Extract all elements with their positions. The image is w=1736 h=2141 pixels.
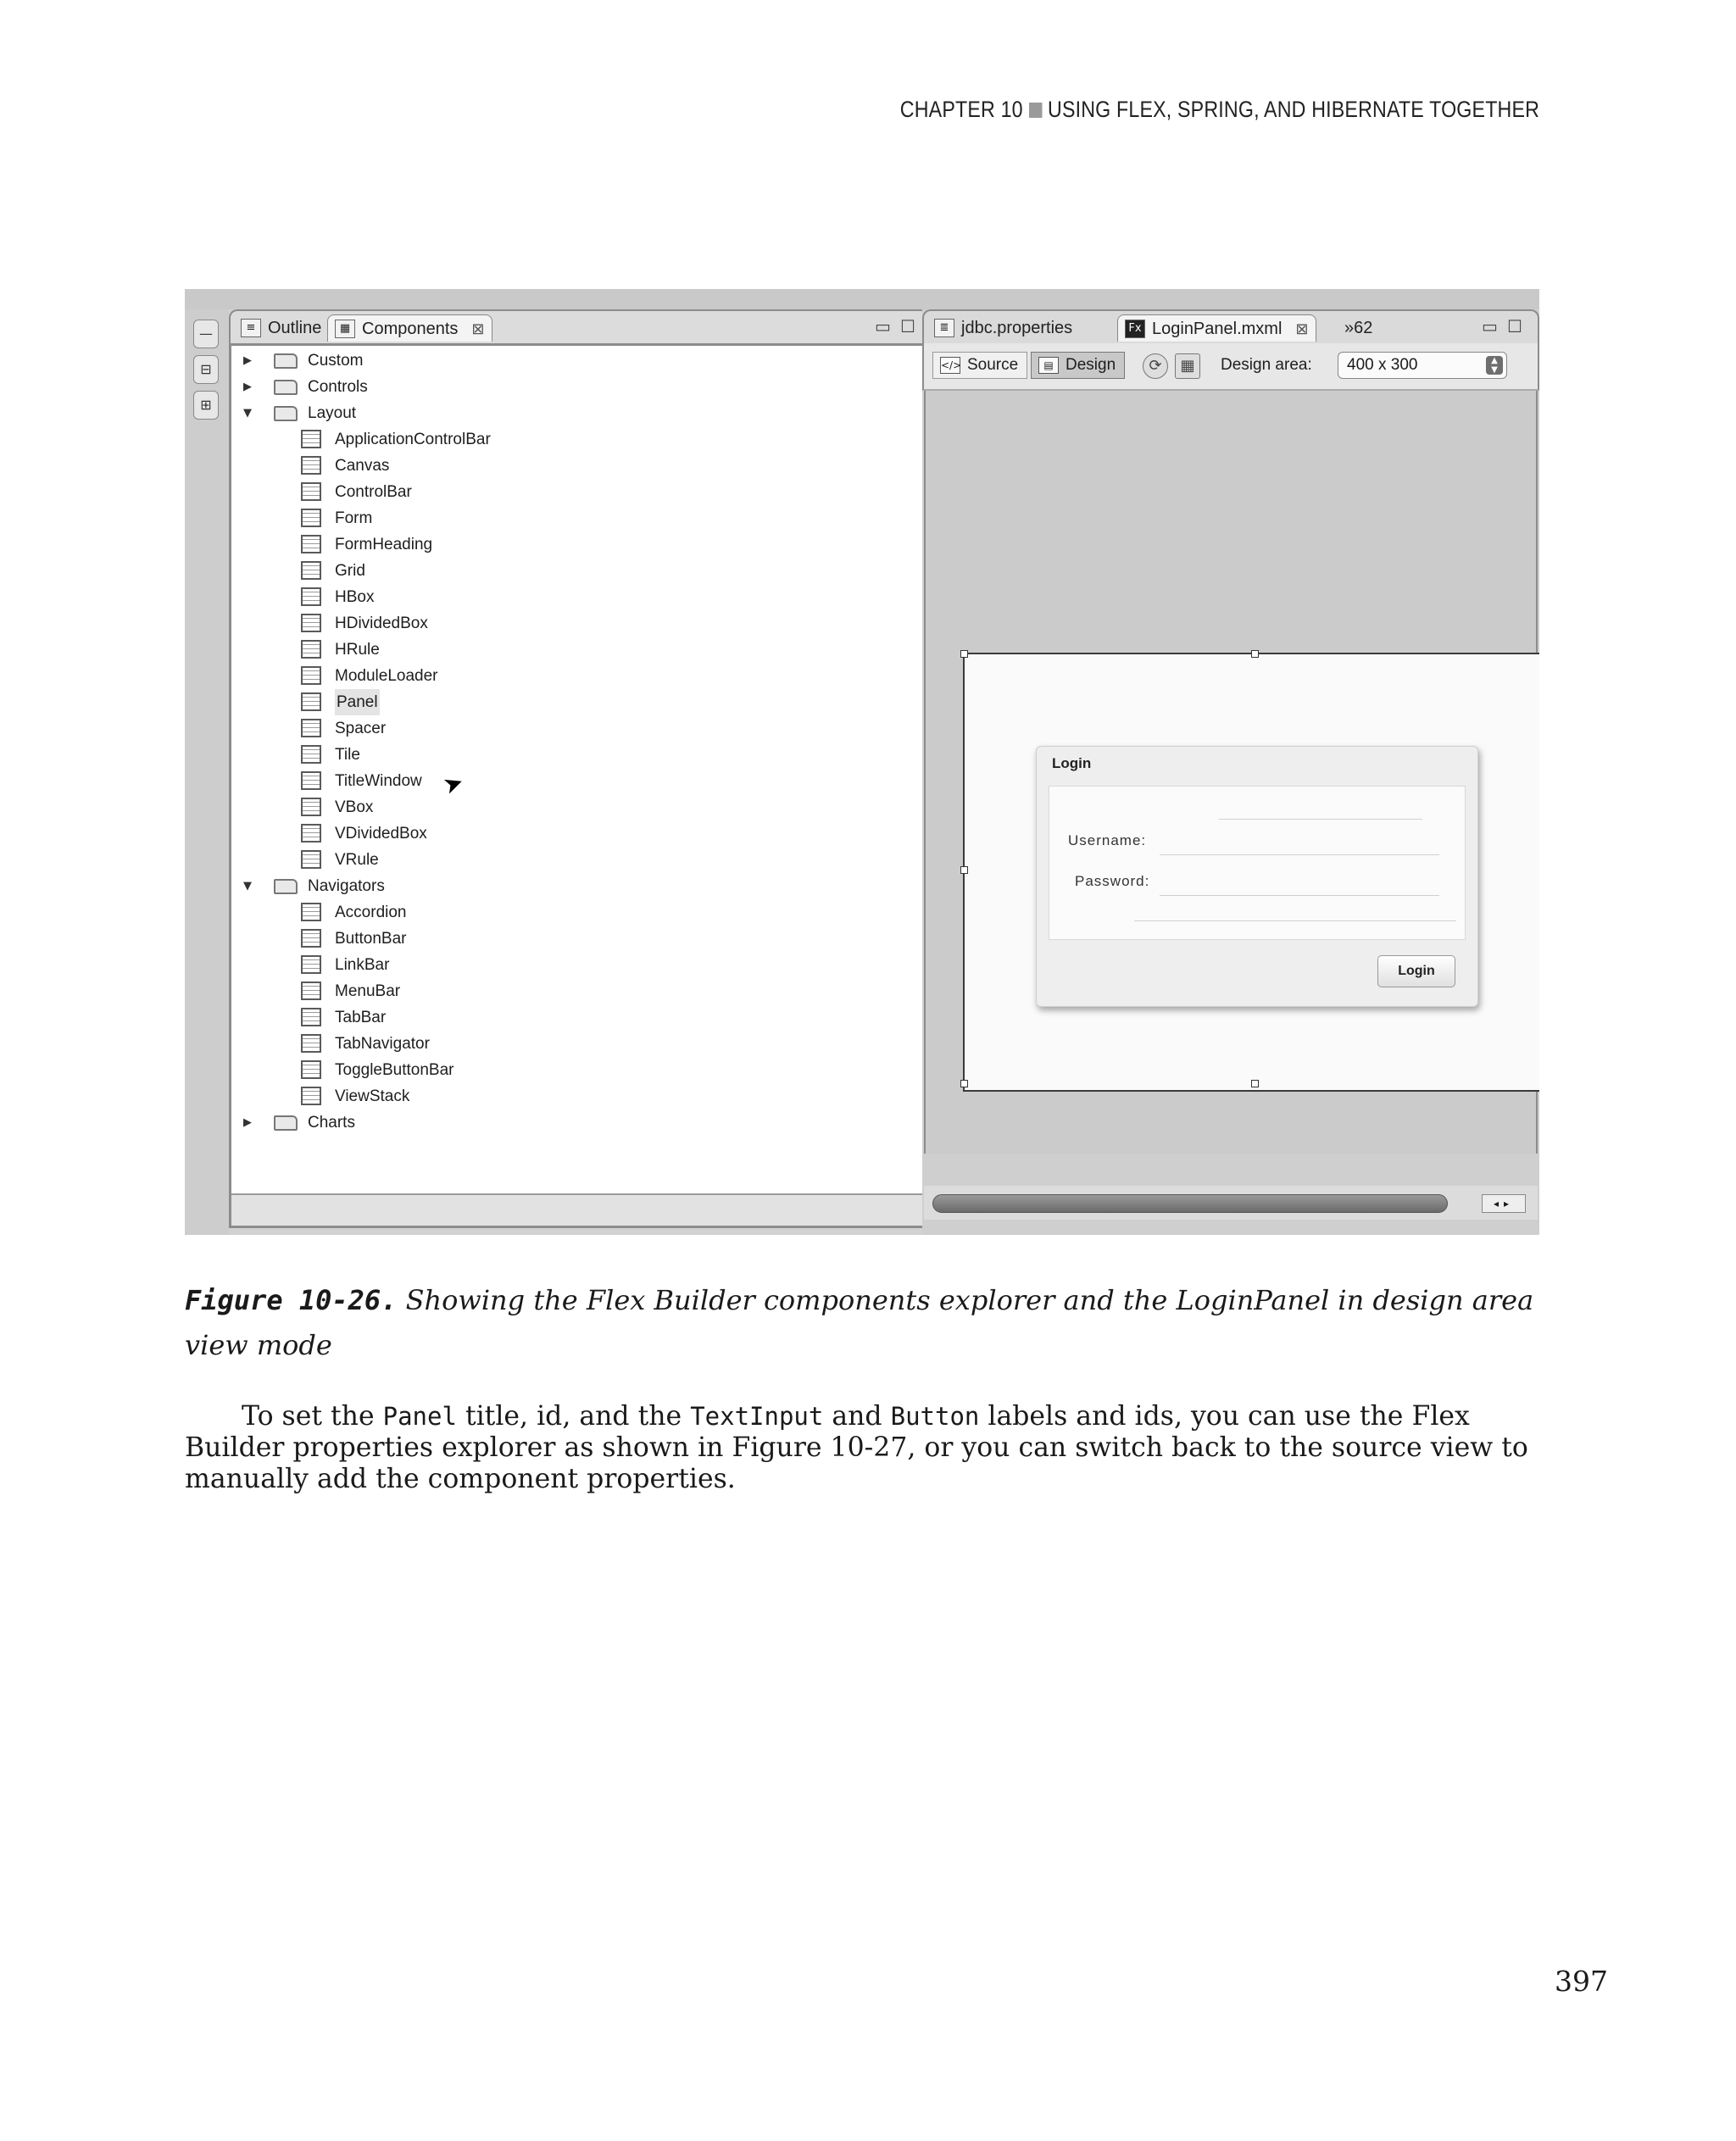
component-icon [301, 692, 321, 711]
tree-item-label: LinkBar [335, 956, 390, 974]
tab-components-label: Components [362, 320, 459, 338]
tab-loginpanel-mxml[interactable] [1117, 314, 1316, 342]
source-icon: </> [940, 357, 960, 374]
expanded-arrow-icon[interactable]: ▼ [243, 407, 252, 420]
component-icon [301, 798, 321, 816]
maximize-icon[interactable]: ☐ [900, 316, 915, 336]
tree-item-label: ViewStack [335, 1087, 410, 1105]
chapter-title: USING FLEX, SPRING, AND HIBERNATE TOGETHER [1047, 97, 1539, 122]
folder-icon [274, 380, 298, 395]
component-icon [301, 824, 321, 842]
collapsed-arrow-icon[interactable]: ▶ [243, 354, 252, 367]
resize-handle[interactable] [1251, 650, 1259, 658]
tree-item-label: Canvas [335, 457, 390, 475]
left-dock [185, 309, 229, 1235]
tree-item-label: Tile [335, 746, 360, 764]
tree-item-label: ControlBar [335, 483, 412, 501]
tab-outline-label: Outline [268, 319, 322, 337]
component-icon [301, 745, 321, 764]
password-label: Password: [1075, 873, 1150, 889]
login-form [1049, 786, 1466, 940]
component-icon [301, 955, 321, 974]
tree-item-label: Grid [335, 562, 365, 580]
text-run: and [823, 1401, 891, 1432]
component-icon [301, 719, 321, 737]
username-input[interactable] [1160, 854, 1439, 855]
stepper-arrows-icon: ▲ ▼ [1486, 356, 1503, 375]
components-icon: ▦ [335, 320, 355, 338]
tree-item-label: TabBar [335, 1009, 387, 1026]
component-icon [301, 535, 321, 553]
tree-item-label: TabNavigator [335, 1035, 430, 1053]
code-textinput: TextInput [690, 1402, 824, 1431]
dock-restore-icon[interactable]: — [193, 320, 219, 348]
file-icon: ≣ [934, 319, 954, 337]
dock-outline-icon[interactable]: ⊟ [193, 355, 219, 384]
component-icon [301, 640, 321, 659]
component-icon [301, 1060, 321, 1079]
divider [1134, 920, 1456, 921]
resize-handle[interactable] [960, 1080, 968, 1087]
tree-folder-label: Custom [308, 352, 364, 370]
tree-item-label: ModuleLoader [335, 667, 438, 685]
toolbar-strip [185, 289, 1539, 309]
collapsed-arrow-icon[interactable]: ▶ [243, 381, 252, 393]
components-tree [229, 343, 929, 1228]
design-area-label: Design area: [1221, 356, 1312, 374]
component-icon [301, 430, 321, 448]
tree-item-label: ToggleButtonBar [335, 1061, 454, 1079]
divider [1219, 819, 1422, 820]
resize-handle[interactable] [960, 650, 968, 658]
tree-item-label: Form [335, 509, 373, 527]
component-icon [301, 929, 321, 948]
username-label: Username: [1068, 832, 1147, 848]
component-icon [301, 561, 321, 580]
tree-item-label: ButtonBar [335, 930, 407, 948]
code-button: Button [890, 1402, 980, 1431]
design-canvas[interactable] [924, 391, 1538, 1154]
flex-builder-screenshot [185, 289, 1539, 1235]
design-icon: ▤ [1038, 357, 1059, 374]
tab-loginpanel-label: LoginPanel.mxml [1152, 320, 1283, 338]
close-icon[interactable]: ⊠ [1295, 320, 1309, 338]
horizontal-scrollbar[interactable] [924, 1186, 1538, 1220]
component-icon [301, 1008, 321, 1026]
tab-overflow[interactable] [1338, 314, 1379, 342]
component-icon [301, 982, 321, 1000]
tree-item-label: VDividedBox [335, 825, 427, 842]
tree-item-label: VBox [335, 798, 374, 816]
folder-icon [274, 1115, 298, 1131]
source-mode-button[interactable] [932, 352, 1027, 379]
text-run: labels and ids, you can use the Flex Builder properties explorer as shown in Figure 10-27, or you can switch back to the source view to manually add the component properties. [185, 1401, 1528, 1494]
login-panel[interactable] [1036, 746, 1478, 1007]
login-button[interactable]: Login [1377, 955, 1455, 987]
component-icon [301, 614, 321, 632]
component-icon [301, 903, 321, 921]
tree-item-label: MenuBar [335, 982, 401, 1000]
folder-icon [274, 353, 298, 369]
running-head [900, 97, 1539, 123]
view-tab-bar [229, 309, 929, 343]
folder-icon [274, 406, 298, 421]
tree-item-label: Panel [335, 689, 380, 715]
component-icon [301, 850, 321, 869]
design-mode-button[interactable] [1031, 352, 1125, 379]
tree-item-label: FormHeading [335, 536, 433, 553]
tree-item-label: ApplicationControlBar [335, 431, 491, 448]
chapter-number: CHAPTER 10 [899, 97, 1023, 122]
show-surrounding-containers-icon[interactable]: ▦ [1175, 353, 1200, 379]
components-view [229, 309, 929, 1228]
tab-jdbc-properties[interactable] [927, 314, 1079, 342]
tree-folder-label: Navigators [308, 877, 385, 895]
minimize-icon[interactable]: ▭ [1482, 316, 1498, 336]
page-number: 397 [1555, 1965, 1608, 1998]
tree-item-label: Accordion [335, 904, 407, 921]
maximize-icon[interactable]: ☐ [1507, 316, 1522, 336]
separator-square-icon [1029, 103, 1042, 118]
caption-text: Showing the Flex Builder components explorer and the LoginPanel in design area view mode [185, 1284, 1534, 1361]
component-icon [301, 482, 321, 501]
application-bounds[interactable] [963, 653, 1539, 1092]
component-icon [301, 666, 321, 685]
outline-icon: ≡ [241, 319, 261, 337]
tree-item-label: VRule [335, 851, 379, 869]
tree-item-label: TitleWindow [335, 772, 422, 790]
text-run: title, id, and the [456, 1401, 691, 1432]
tree-item-label: HRule [335, 641, 380, 659]
collapsed-arrow-icon[interactable]: ▶ [243, 1116, 252, 1129]
figure-caption [185, 1278, 1541, 1368]
tree-folder-label: Controls [308, 378, 368, 396]
tree-bottom-bar [231, 1193, 926, 1226]
resize-handle[interactable] [1251, 1080, 1259, 1087]
design-area-select[interactable] [1338, 352, 1507, 379]
component-icon [301, 587, 321, 606]
overflow-count: 62 [1354, 319, 1373, 337]
scrollbar-thumb[interactable] [932, 1194, 1448, 1213]
component-icon [301, 1034, 321, 1053]
tree-item-label: Spacer [335, 720, 387, 737]
login-panel-title: Login [1052, 755, 1092, 771]
dock-components-icon[interactable]: ⊞ [193, 391, 219, 420]
password-input[interactable] [1160, 895, 1439, 896]
tab-outline[interactable] [234, 314, 328, 342]
overflow-chevron-icon: » [1344, 319, 1355, 337]
scroll-arrows-icon[interactable]: ◂▸ [1482, 1194, 1526, 1213]
tree-item-label: HBox [335, 588, 375, 606]
component-icon [301, 509, 321, 527]
editor-area [922, 309, 1539, 1235]
component-icon [301, 456, 321, 475]
design-toolbar [922, 343, 1539, 391]
figure-number: Figure 10-26. [185, 1284, 398, 1316]
flex-file-icon: Fx [1125, 320, 1145, 338]
expanded-arrow-icon[interactable]: ▼ [243, 880, 252, 893]
code-panel: Panel [382, 1402, 457, 1431]
tree-item-label: HDividedBox [335, 614, 428, 632]
minimize-icon[interactable]: ▭ [875, 316, 891, 336]
tab-jdbc-label: jdbc.properties [961, 319, 1073, 337]
component-icon [301, 771, 321, 790]
tree-folder-label: Charts [308, 1114, 355, 1132]
tab-components[interactable] [327, 314, 492, 342]
source-label: Source [967, 356, 1019, 374]
component-icon [301, 1087, 321, 1105]
mouse-pointer-icon: ➤ [439, 766, 468, 801]
body-paragraph [185, 1401, 1541, 1495]
design-area-value: 400 x 300 [1347, 356, 1418, 374]
design-label: Design [1066, 356, 1116, 374]
resize-handle[interactable] [960, 866, 968, 874]
folder-icon [274, 879, 298, 894]
tree-folder-label: Layout [308, 404, 357, 422]
text-run: To set the [242, 1401, 383, 1432]
close-icon[interactable]: ⊠ [471, 320, 485, 338]
refresh-icon[interactable]: ⟳ [1143, 353, 1168, 379]
editor-tab-bar [922, 309, 1539, 343]
